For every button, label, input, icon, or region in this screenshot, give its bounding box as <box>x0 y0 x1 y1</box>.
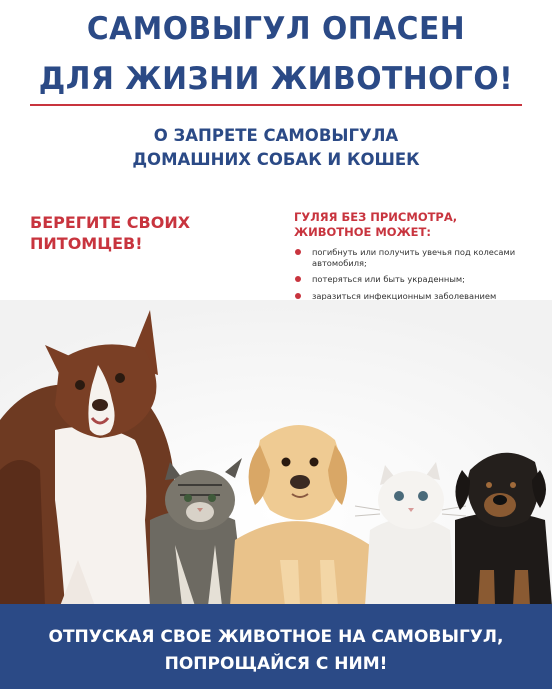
risk-item: погибнуть или получить увечья под колесами автомобиля; <box>293 247 533 268</box>
poster-title <box>11 4 541 104</box>
rottweiler-puppy <box>455 453 552 606</box>
poster-subtitle <box>0 124 552 172</box>
footer-line-1: ОТПУСКАЯ СВОЕ ЖИВОТНОЕ НА САМОВЫГУЛ, <box>48 627 504 647</box>
footer-banner <box>0 604 552 689</box>
title-divider <box>30 104 522 106</box>
risk-item: потеряться или быть украденным; <box>293 274 533 285</box>
warning-heading <box>294 210 524 240</box>
title-line-2: ДЛЯ ЖИЗНИ ЖИВОТНОГО! <box>38 61 514 97</box>
pets-photo <box>0 300 552 606</box>
footer-line-2: ПОПРОЩАЙСЯ С НИМ! <box>164 654 388 674</box>
risk-item: заразиться инфекционным заболеванием <box>293 291 533 312</box>
warning-line-1: ГУЛЯЯ БЕЗ ПРИСМОТРА, <box>294 210 458 224</box>
footer-message <box>0 624 552 678</box>
care-line-1: БЕРЕГИТЕ СВОИХ <box>30 213 191 232</box>
bullet-icon <box>295 249 301 255</box>
care-heading <box>30 212 250 254</box>
bullet-icon <box>295 276 301 282</box>
subtitle-line-2: ДОМАШНИХ СОБАК И КОШЕК <box>132 150 420 169</box>
warning-line-2: ЖИВОТНОЕ МОЖЕТ: <box>294 225 431 239</box>
bullet-icon <box>295 293 301 299</box>
care-line-2: ПИТОМЦЕВ! <box>30 234 143 253</box>
title-line-1: САМОВЫГУЛ ОПАСЕН <box>86 11 466 47</box>
subtitle-line-1: О ЗАПРЕТЕ САМОВЫГУЛА <box>153 126 399 145</box>
